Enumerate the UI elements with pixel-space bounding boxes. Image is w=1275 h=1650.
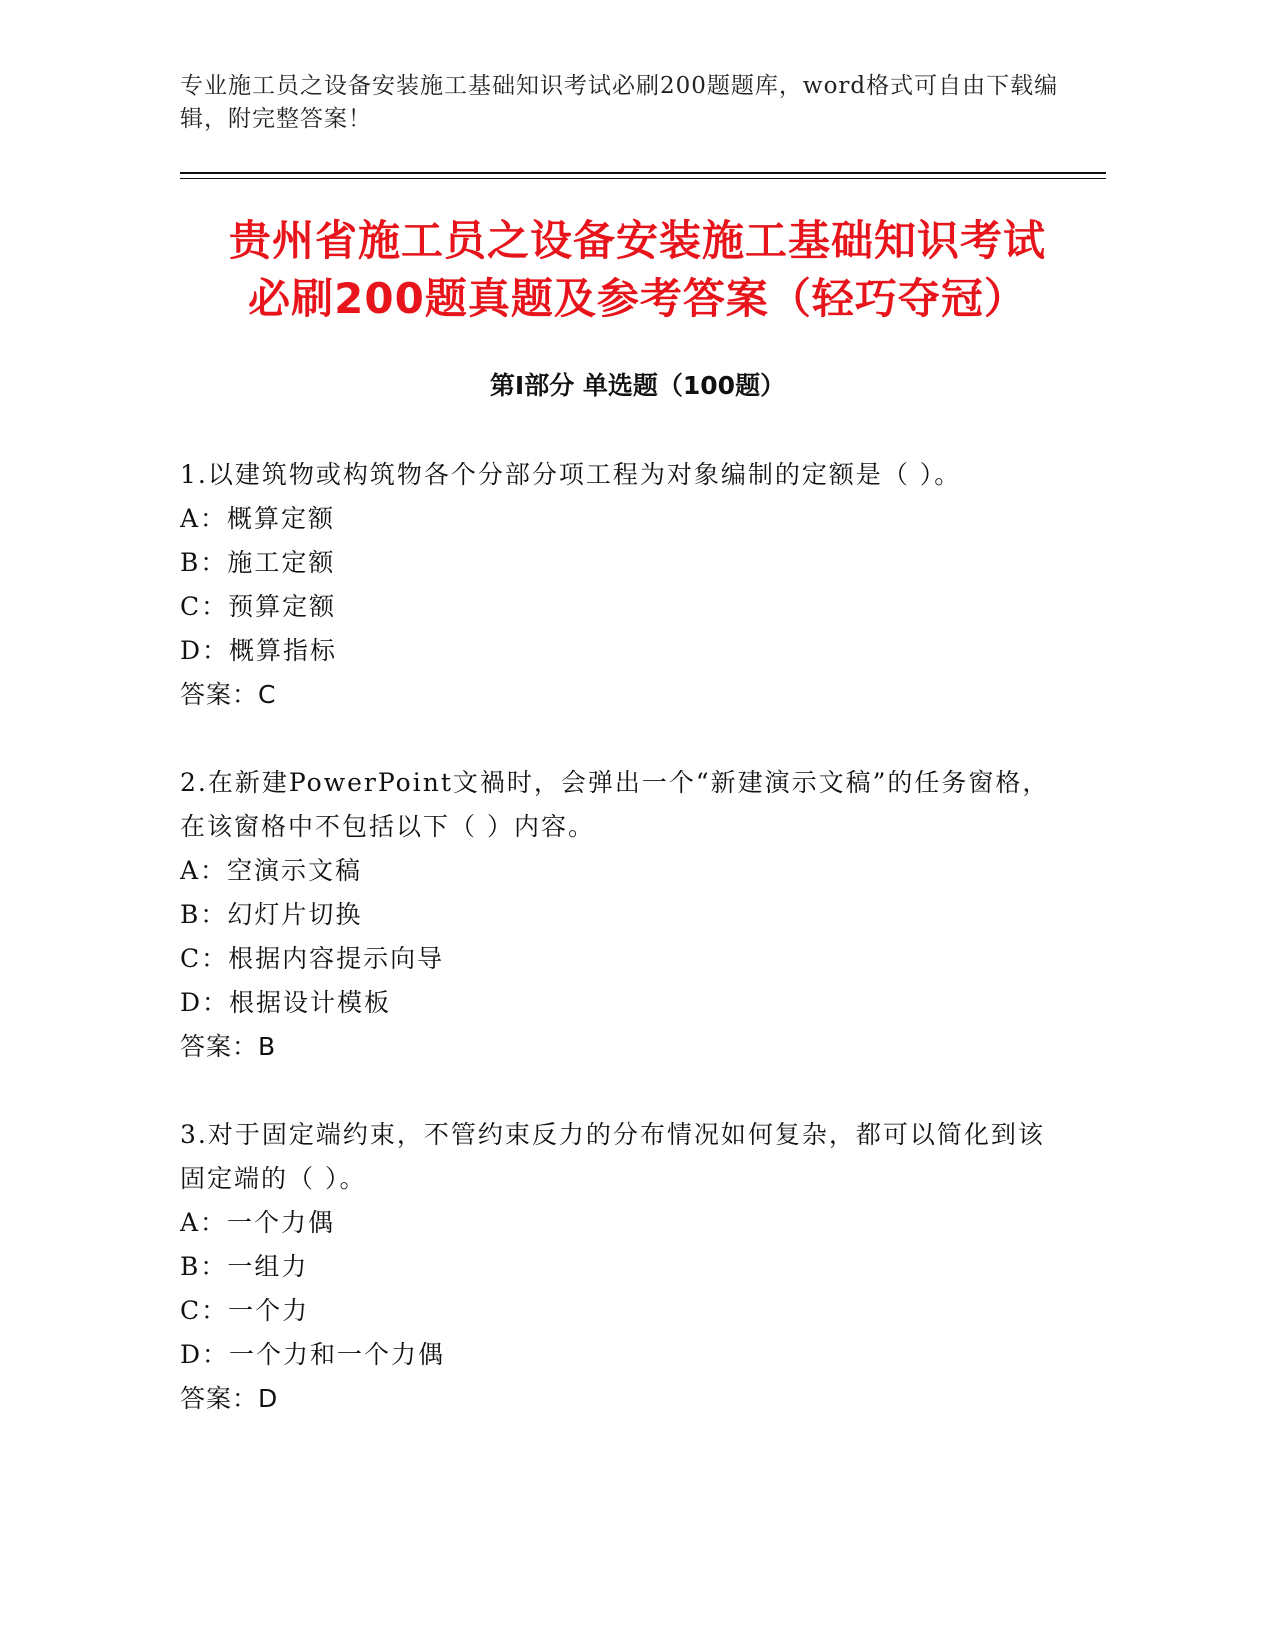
header-note: 专业施工员之设备安装施工基础知识考试必刷200题题库，word格式可自由下载编辑，附完整答案！	[180, 73, 1059, 132]
answer-line: 答案：D	[180, 1384, 279, 1413]
question-stem: 2.在新建PowerPoint文禍时，会弹出一个“新建演示文稿”的任务窗格，在该窗格中不包括以下（ ）内容。	[180, 768, 1050, 841]
question-2	[180, 761, 1060, 1069]
document-title-line-2: 必刷200题真题及参考答案（轻巧夺冠）	[248, 274, 1027, 323]
question-list	[180, 453, 1060, 1465]
section-title: 第Ⅰ部分 单选题（100题）	[489, 371, 786, 400]
option-c: C：一个力	[180, 1296, 310, 1325]
question-stem: 1.以建筑物或构筑物各个分部分项工程为对象编制的定额是（ ）。	[180, 460, 962, 489]
option-c: C：根据内容提示向导	[180, 944, 445, 973]
option-d: D：一个力和一个力偶	[180, 1340, 446, 1369]
header-divider-thin	[180, 178, 1106, 179]
question-3	[180, 1113, 1060, 1421]
option-a: A：一个力偶	[180, 1208, 336, 1237]
header-divider-thick	[180, 172, 1106, 174]
option-b: B：幻灯片切换	[180, 900, 363, 929]
option-b: B：施工定额	[180, 548, 336, 577]
document-title-line-1: 贵州省施工员之设备安装施工基础知识考试	[228, 216, 1046, 265]
answer-line: 答案：B	[180, 1032, 277, 1061]
question-stem: 3.对于固定端约束，不管约束反力的分布情况如何复杂，都可以简化到该固定端的（ ）。	[180, 1120, 1045, 1193]
question-1	[180, 453, 1060, 717]
option-b: B：一组力	[180, 1252, 309, 1281]
option-d: D：概算指标	[180, 636, 338, 665]
option-a: A：概算定额	[180, 504, 336, 533]
option-a: A：空演示文稿	[180, 856, 363, 885]
document-title	[150, 212, 1125, 328]
option-c: C：预算定额	[180, 592, 337, 621]
option-d: D：根据设计模板	[180, 988, 392, 1017]
answer-line: 答案：C	[180, 680, 277, 709]
